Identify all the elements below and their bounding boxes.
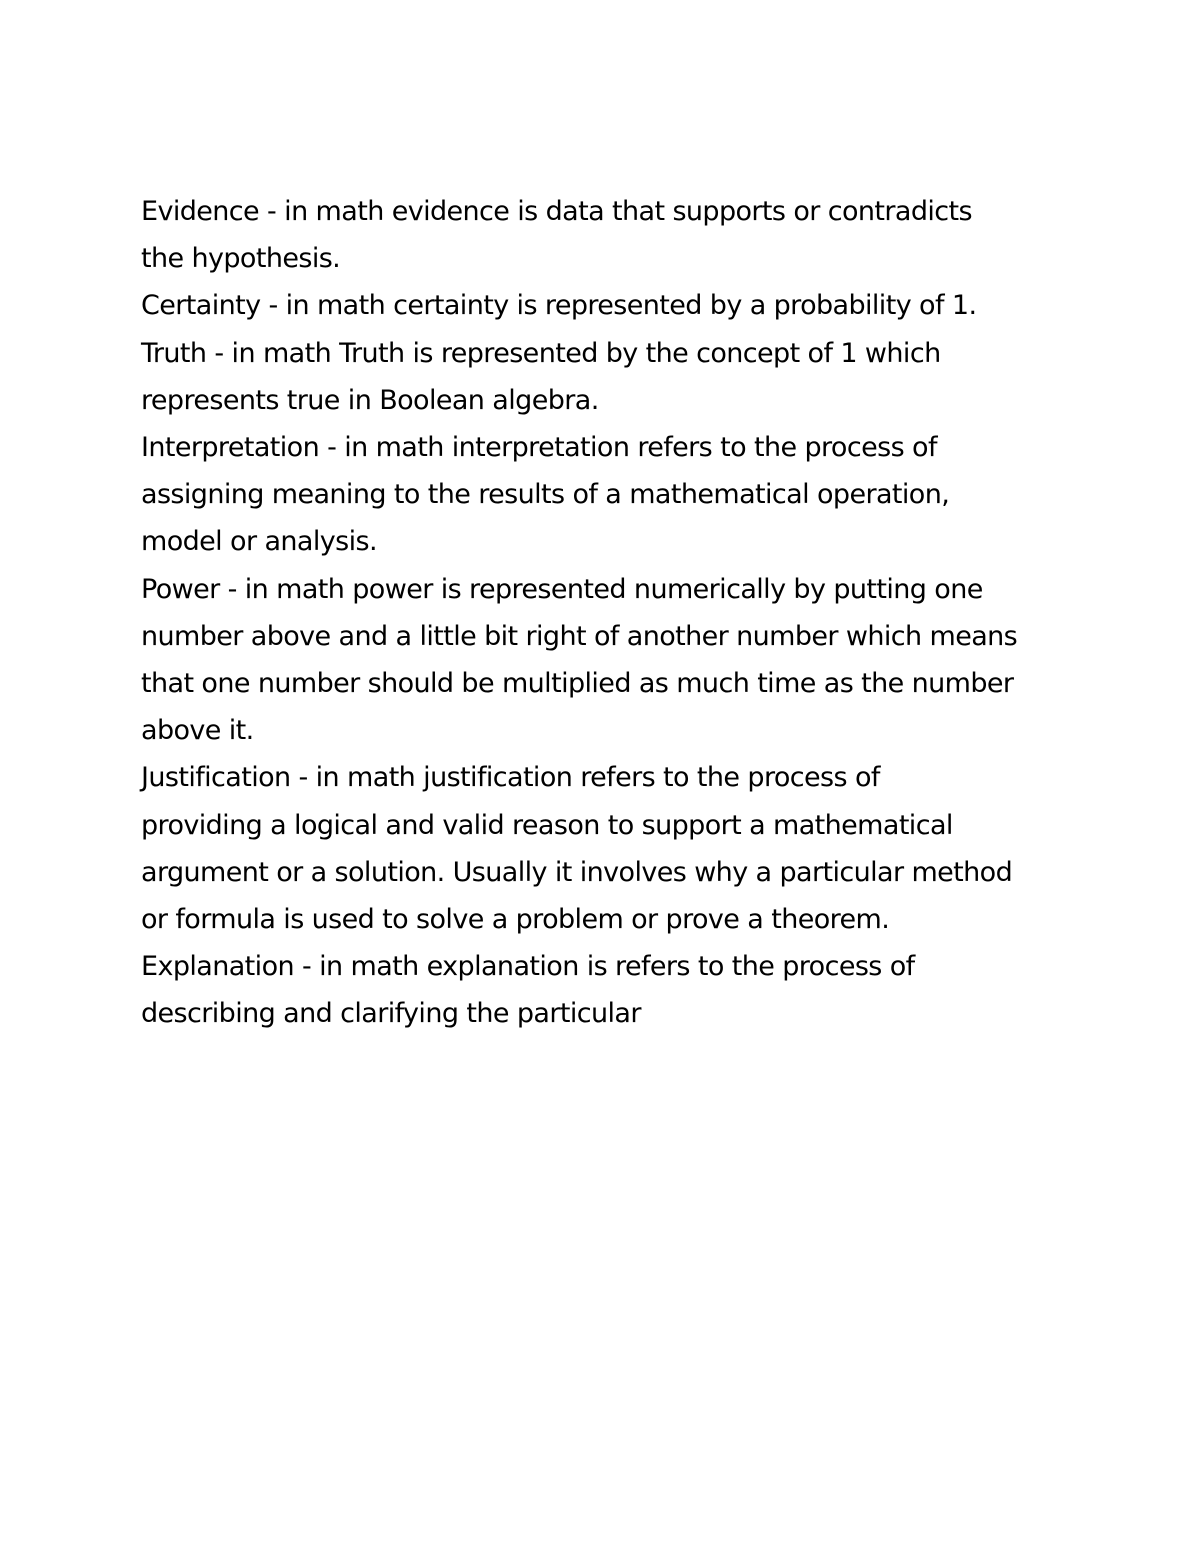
text-line: Evidence - in math evidence is data that supports or contradicts [141,196,973,227]
text-line: Explanation - in math explanation is refers to the process of [141,951,915,983]
text-line: Truth - in math Truth is represented by the concept of 1 which [141,337,941,369]
text-line: describing and clarifying the particular [141,998,641,1030]
text-line: that one number should be multiplied as much time as the number [141,668,1014,700]
text-line: Interpretation - in math interpretation refers to the process of [141,432,937,464]
text-line: above it. [141,715,254,747]
text-line: represents true in Boolean algebra. [141,384,599,416]
text-line: Justification - in math justification refers to the process of [141,762,880,794]
text-line: number above and a little bit right of another number which means [141,620,1018,652]
text-line: argument or a solution. Usually it involves why a particular method [141,856,1013,888]
text-line: providing a logical and valid reason to support a mathematical [141,809,953,841]
text-line: the hypothesis. [141,243,341,275]
text-line: assigning meaning to the results of a mathematical operation, [141,479,950,511]
text-line: Certainty - in math certainty is represented by a probability of 1. [141,290,977,322]
document-body [141,188,1071,1038]
text-line: or formula is used to solve a problem or prove a theorem. [141,904,890,936]
text-line: Power - in math power is represented numerically by putting one [141,573,983,605]
text-line: model or analysis. [141,526,377,558]
